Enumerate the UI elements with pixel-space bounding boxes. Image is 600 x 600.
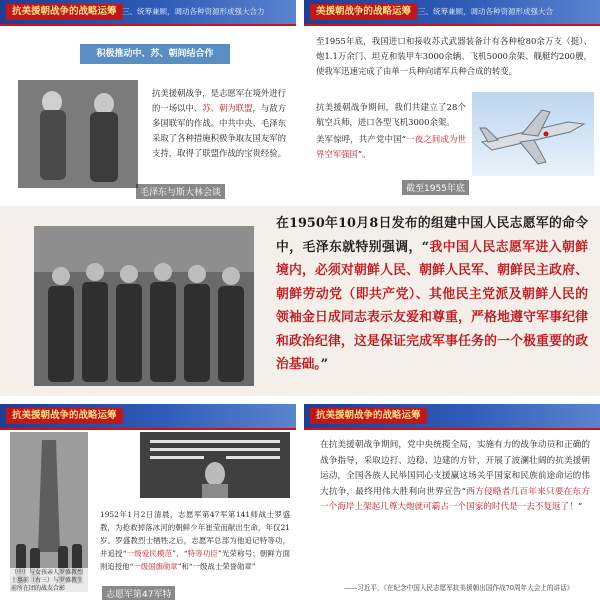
- calligraphy-photo: [140, 432, 290, 498]
- quote-source: ——习近平，《在纪念中国人民志愿军抗美援朝出国作战70周年大会上的讲话》: [344, 584, 574, 592]
- body-text-part: 1952年1月2日清晨，志愿军第47军第141师战士罗盛教，为抢救掉落冰河的朝鲜少年崔莹而献出生命，年仅21岁。罗盛教烈士牺牲之后，志愿军总部为他追记特等功，并追授“: [100, 510, 290, 558]
- two-leaders-figure-icon: [18, 80, 138, 188]
- slide-soviet-equipment: [304, 0, 600, 199]
- body-text: 抗美援朝战争期间，我们共建立了28个航空兵师，进口各型飞机3000余架。: [316, 102, 466, 127]
- banner-divider: [304, 428, 600, 430]
- highlight-text: 一夜之间成为世界空军强国: [316, 134, 467, 159]
- body-text-part: 在1950年10月8日发布的组建中国人民志愿军的命令中，毛泽东就特别强调，“: [276, 216, 588, 255]
- banner-title: 美援朝战争的战略运筹: [310, 4, 417, 20]
- body-text-part: ”。: [357, 149, 371, 159]
- historical-photo: [18, 80, 138, 188]
- quote-text: [320, 438, 590, 516]
- portrait-calligraphy-icon: [140, 432, 290, 498]
- section-heading: 积极推动中、苏、朝间结合作: [80, 44, 230, 64]
- banner-subtitle: 三、统筹兼顾，调动各种资源形成强大合: [418, 7, 553, 16]
- slide-banner: [304, 404, 600, 428]
- slide-alliance-cooperation: [0, 0, 296, 199]
- slide-mao-order: [0, 206, 600, 396]
- body-text: 至1955年底，我国进口和接收苏式武器装备计有各种枪80余万支（挺）、炮1.1万余门、坦克和装甲车3000余辆、飞机5000余架、舰艇约200艘，使我军迅速完成了由单一兵种向诸军兵种合成的转变。: [316, 36, 592, 76]
- body-text: [316, 132, 466, 162]
- banner-divider: [0, 428, 296, 430]
- historical-group-photo: [34, 226, 254, 386]
- banner-subtitle: 三、统筹兼顾，调动各种资源形成强大合力: [122, 7, 265, 16]
- body-text-part: 美军惊呼，共产党中国“: [316, 134, 406, 144]
- video-caption: 志愿军第47军特: [102, 586, 175, 600]
- body-text: [152, 86, 286, 161]
- group-soldiers-figure-icon: [34, 226, 254, 386]
- highlight-text: 特等功臣: [187, 549, 218, 558]
- body-text-part: ，与敌方多国联军的作战。中共中央、毛泽东采取了各种措施积极争取友国友军的支持，取得了联盟作战的宝贵经验。: [152, 103, 286, 158]
- slide-xi-quote: [304, 404, 600, 600]
- photo-caption: （中）与女孩亲人罗盛教烈士墓前（右三）与罗盛教生前所在团的战友合影: [10, 568, 88, 594]
- banner-title: 抗美援朝战争的战略运筹: [6, 4, 123, 20]
- body-text-part: ”和“一级战士荣誉勋章”: [177, 562, 256, 571]
- body-text-part: 在抗美援朝战争期间，党中央统揽全局，实施有力的战争动员和正确的战争指导，采取边打、边稳、边建的方针，开展了波澜壮阔的抗美援朝运动，全国各族人民举国同心支援赢这场关乎国家和民族前途命运的伟大抗争，最终用伟大胜利向世界宣告“: [320, 440, 590, 497]
- body-text-part: ”、“: [172, 549, 188, 558]
- quote-text: [276, 212, 588, 377]
- slide-banner: [304, 0, 600, 24]
- highlight-text: 西方侵略者几百年来只要在东方一个海岸上架起几尊大炮就可霸占一个国家的时代是一去不复返了: [320, 486, 590, 513]
- jet-fighter-icon: [472, 92, 594, 176]
- highlight-text: 一级爱民模范: [126, 549, 173, 558]
- body-text-part: 抗美援朝战争，是志愿军在境外进行的一场以中、: [152, 88, 286, 113]
- banner-title: 抗美援朝战争的战略运筹: [6, 408, 123, 424]
- slide-banner: [0, 404, 296, 428]
- highlight-text: 苏、朝为联盟: [202, 103, 253, 113]
- slide-banner: [0, 0, 296, 24]
- video-caption: 截至1955年底: [402, 180, 469, 195]
- banner-title: 抗美援朝战争的战略运筹: [310, 408, 427, 424]
- body-text-part: ！”: [569, 502, 583, 513]
- body-text-part: ”光荣称号；朝鲜方面则追授他“: [100, 549, 290, 571]
- banner-divider: [0, 24, 296, 26]
- highlight-text: 我中国人民志愿军进入朝鲜境内，必须对朝鲜人民、朝鲜人民军、朝鲜民主政府、朝鲜劳动党（即共产党）、其他民主党派及朝鲜人民的领袖金日成同志表示友爱和尊重，严格地遵守军事纪律和政治纪律，这是保证完成军事任务的一个极重要的政治基础。: [276, 239, 588, 372]
- body-text: [100, 508, 290, 573]
- slide-luo-shengjiao: [0, 404, 296, 600]
- video-caption: 毛泽东与斯大林会谈: [136, 184, 225, 199]
- banner-divider: [304, 24, 600, 26]
- highlight-text: 一级国旗勋章: [133, 562, 178, 571]
- body-text-part: ”: [320, 357, 329, 372]
- jet-photo: [472, 92, 594, 176]
